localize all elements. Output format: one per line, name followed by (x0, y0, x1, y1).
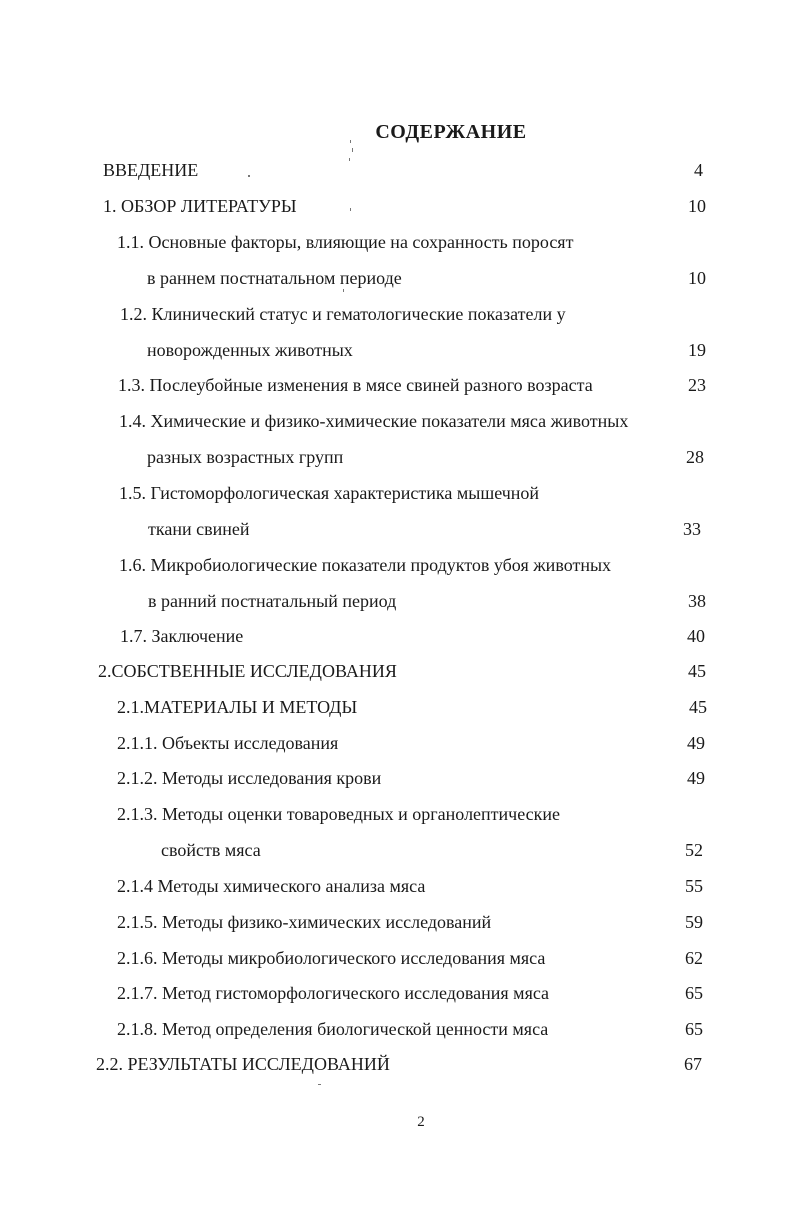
toc-entry-text: в раннем постнатальном периоде (147, 268, 402, 288)
toc-entry-text: 2.1.МАТЕРИАЛЫ И МЕТОДЫ (117, 697, 358, 717)
toc-entry-text: 2.1.4 Методы химического анализа мяса (117, 876, 426, 896)
toc-entry-text: ткани свиней (148, 519, 250, 539)
toc-entry-text: 1.3. Послеубойные изменения в мясе свиней разного возраста (118, 375, 593, 395)
toc-entry-text: 2.2. РЕЗУЛЬТАТЫ ИССЛЕДОВАНИЙ (96, 1054, 390, 1074)
toc-entry-page: 45 (688, 661, 706, 681)
toc-entry-text: разных возрастных групп (147, 447, 344, 467)
scan-artifact (350, 140, 351, 143)
toc-entry-text: 2.1.1. Объекты исследования (117, 733, 339, 753)
toc-entry-page: 28 (686, 447, 704, 467)
toc-entry-page: 10 (688, 268, 706, 288)
toc-entry-text: ВВЕДЕНИЕ (103, 160, 199, 180)
toc-entry-page: 55 (685, 876, 703, 896)
toc-entry-page: 33 (683, 519, 701, 539)
toc-entry-page: 65 (685, 1019, 703, 1039)
toc-entry-page: 45 (689, 697, 707, 717)
toc-entry-text: 2.1.7. Метод гистоморфологического исследования мяса (117, 983, 550, 1003)
toc-entry-text: свойств мяса (161, 840, 261, 860)
toc-entry-text: 2.1.3. Методы оценки товароведных и органолептические (117, 804, 561, 824)
toc-entry-page: 62 (685, 948, 703, 968)
toc-entry-page: 52 (685, 840, 703, 860)
toc-entry-page: 23 (688, 375, 706, 395)
toc-entry-text: 1.6. Микробиологические показатели продуктов убоя животных (119, 555, 612, 575)
toc-entry-text: 1.4. Химические и физико-химические показатели мяса животных (119, 411, 629, 431)
toc-entry-page: 49 (687, 768, 705, 788)
toc-entry-text: в ранний постнатальный период (148, 591, 397, 611)
scan-artifact (352, 148, 353, 152)
toc-entry-text: новорожденных животных (147, 340, 353, 360)
scan-artifact (350, 208, 351, 211)
scan-artifact (343, 289, 344, 292)
toc-entry-text: 1. ОБЗОР ЛИТЕРАТУРЫ (103, 196, 297, 216)
toc-entry-text: 2.1.8. Метод определения биологической ценности мяса (117, 1019, 549, 1039)
scan-artifact (318, 1084, 321, 1085)
toc-entry-page: 67 (684, 1054, 702, 1074)
toc-entry-page: 38 (688, 591, 706, 611)
toc-entry-page: 59 (685, 912, 703, 932)
toc-entry-text: 1.2. Клинический статус и гематологические показатели у (120, 304, 566, 324)
toc-entry-text: 1.1. Основные факторы, влияющие на сохранность поросят (117, 232, 574, 252)
toc-entry-text: 2.СОБСТВЕННЫЕ ИССЛЕДОВАНИЯ (98, 661, 397, 681)
toc-entry-text: 2.1.6. Методы микробиологического исследования мяса (117, 948, 546, 968)
scan-artifact (349, 158, 350, 161)
toc-entry-text: 2.1.2. Методы исследования крови (117, 768, 382, 788)
scan-artifact (248, 175, 250, 177)
toc-entry-text: 1.7. Заключение (120, 626, 244, 646)
toc-entry-text: 2.1.5. Методы физико-химических исследований (117, 912, 492, 932)
toc-entry-text: 1.5. Гистоморфологическая характеристика мышечной (119, 483, 540, 503)
toc-entry-page: 19 (688, 340, 706, 360)
toc-entry-page: 10 (688, 196, 706, 216)
toc-entry-page: 40 (687, 626, 705, 646)
page-number: 2 (417, 1114, 425, 1130)
toc-entry-page: 49 (687, 733, 705, 753)
toc-entry-page: 65 (685, 983, 703, 1003)
toc-entry-page: 4 (694, 160, 703, 180)
toc-title: СОДЕРЖАНИЕ (375, 121, 527, 143)
